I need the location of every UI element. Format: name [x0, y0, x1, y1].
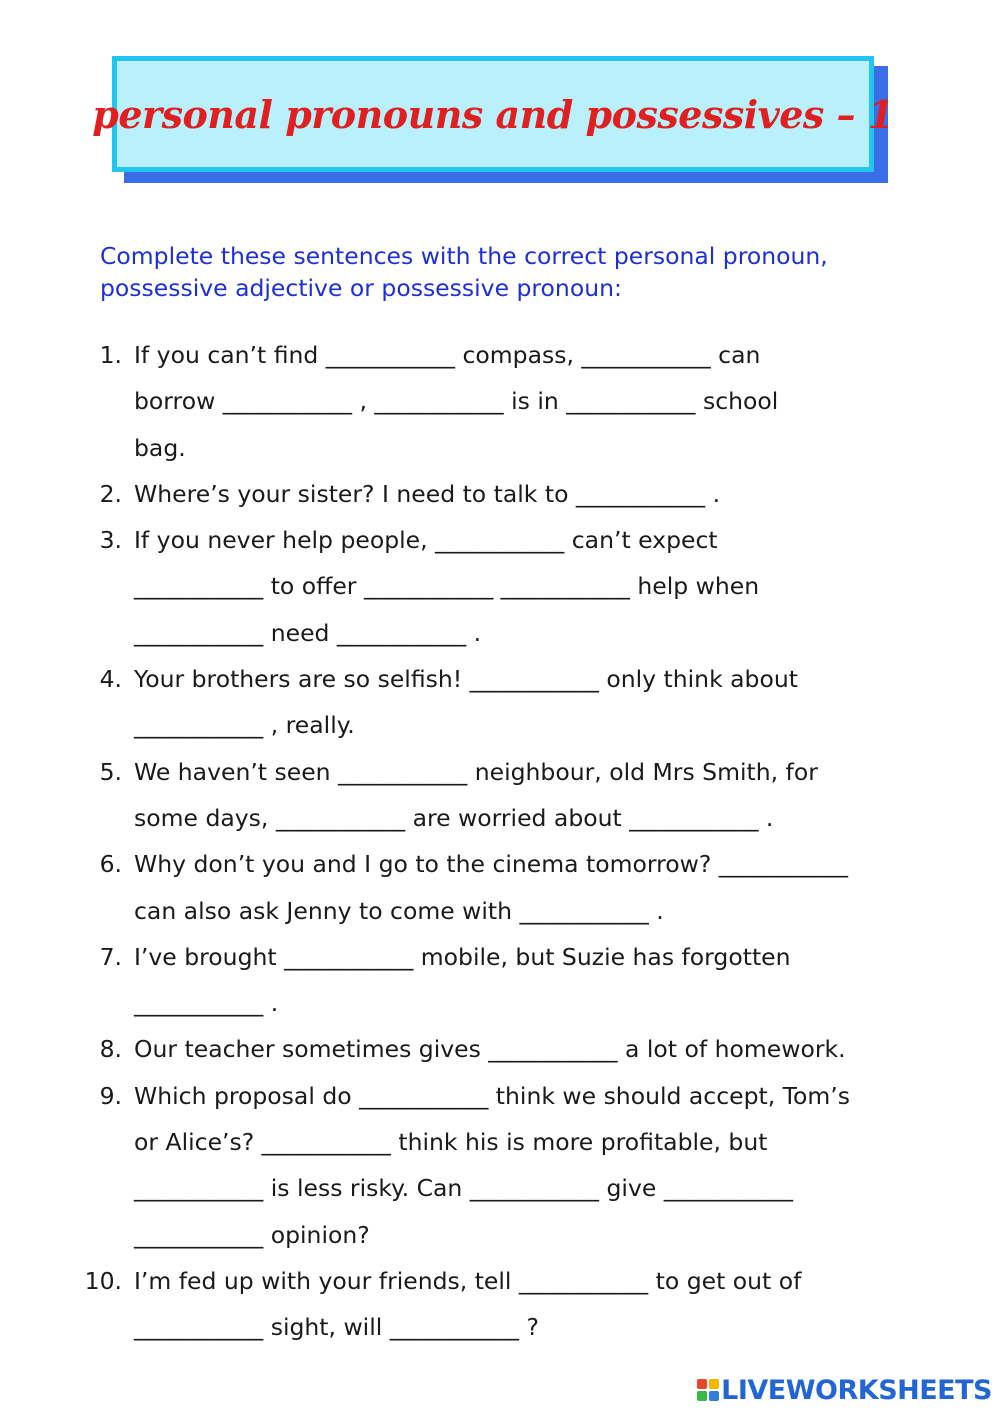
question-item — [0, 934, 904, 1027]
brand-name: LIVEWORKSHEETS — [721, 1374, 992, 1406]
question-line: or Alice’s? ___________ think his is more profitable, but — [134, 1128, 768, 1157]
question-line: I’m fed up with your friends, tell ___________ to get out of — [134, 1266, 802, 1295]
title-banner — [92, 56, 894, 172]
question-line: Our teacher sometimes gives ___________ a lot of homework. — [134, 1035, 846, 1064]
liveworksheets-logo-icon — [697, 1379, 719, 1401]
question-line: can also ask Jenny to come with ___________ . — [134, 896, 664, 925]
question-number: 1. — [99, 341, 122, 369]
question-line: Where’s your sister? I need to talk to ___________ . — [134, 479, 721, 508]
logo-square — [697, 1391, 707, 1401]
question-line: ___________ opinion? — [134, 1220, 370, 1249]
question-list — [0, 332, 1000, 1351]
question-line: bag. — [134, 433, 186, 462]
question-line: If you never help people, ___________ can’t expect — [134, 526, 718, 555]
question-item — [0, 1258, 904, 1351]
question-line: borrow ___________ , ___________ is in ___________ school — [134, 387, 779, 416]
question-line: We haven’t seen ___________ neighbour, old Mrs Smith, for — [134, 757, 818, 786]
question-number: 9. — [99, 1081, 122, 1110]
question-item — [0, 332, 904, 471]
worksheet-title: personal pronouns and possessives – 1 — [92, 91, 894, 137]
question-item — [0, 656, 904, 749]
question-number: 8. — [99, 1035, 122, 1064]
question-line: Your brothers are so selfish! ___________ only think about — [134, 665, 798, 694]
question-line: ___________ . — [134, 989, 279, 1018]
question-number: 5. — [99, 757, 122, 786]
question-line: ___________ is less risky. Can ___________ give ___________ — [134, 1174, 794, 1203]
question-number: 7. — [99, 942, 122, 971]
question-number: 2. — [99, 479, 122, 508]
question-line: ___________ sight, will ___________ ? — [134, 1313, 539, 1342]
question-item — [0, 1073, 904, 1258]
liveworksheets-brand[interactable] — [697, 1373, 992, 1407]
question-item — [0, 517, 904, 656]
question-line: Which proposal do ___________ think we should accept, Tom’s — [134, 1081, 851, 1110]
logo-square — [697, 1379, 707, 1389]
question-line: If you can’t find ___________ compass, ___________ can — [134, 341, 761, 369]
question-item — [0, 841, 904, 934]
question-number: 4. — [99, 665, 122, 694]
question-line: some days, ___________ are worried about ___________ . — [134, 803, 774, 832]
question-number: 10. — [84, 1266, 122, 1295]
question-item — [0, 1026, 904, 1072]
logo-square — [709, 1379, 719, 1389]
question-item — [0, 749, 904, 842]
question-number: 3. — [99, 526, 122, 555]
question-line: Why don’t you and I go to the cinema tomorrow? ___________ — [134, 850, 849, 879]
question-number: 6. — [99, 850, 122, 879]
question-line: ___________ , really. — [134, 711, 355, 740]
question-item — [0, 471, 904, 517]
logo-square — [709, 1391, 719, 1401]
question-line: ___________ to offer ___________ ___________ help when — [134, 572, 760, 601]
question-line: I’ve brought ___________ mobile, but Suzie has forgotten — [134, 942, 791, 971]
instructions: Complete these sentences with the correct personal pronoun, possessive adjective or possessive pronoun: — [100, 242, 828, 302]
question-line: ___________ need ___________ . — [134, 618, 482, 647]
